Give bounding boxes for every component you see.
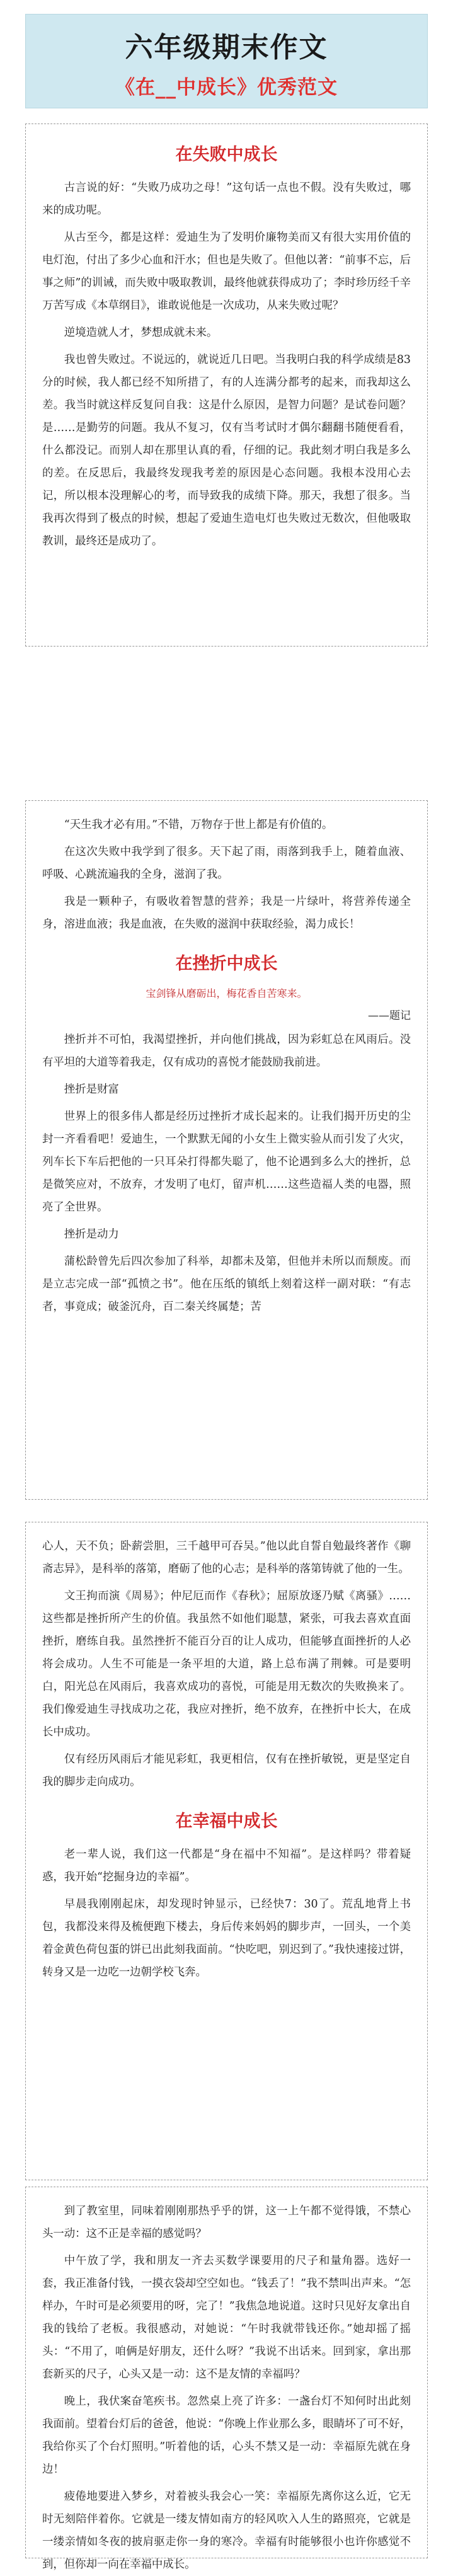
title-banner [25, 14, 428, 108]
essay-card-happiness [25, 1522, 428, 2180]
section-title-failure: 在失败中成长 [175, 145, 278, 164]
paragraph: 在这次失败中我学到了很多。天下起了雨，雨落到我手上，随着血液、呼吸、心跳流遍我的全身，滋润了我。 [42, 846, 411, 881]
section-title-happiness: 在幸福中成长 [175, 1812, 278, 1831]
paragraph: 我也曾失败过。不说远的，就说近几日吧。当我明白我的科学成绩是83分的时候，我人都已经不知所措了，有的人连满分都考的起来，而我却这么差。我当时就这样反复问自我：这是什么原因，是智力问题？是试卷问题？是……是勤劳的问题。我从不复习，仅有当考试时才偶尔翻翻书随便看看，什么都没记。而别人却在那里认真的看，仔细的记。我此刻才明白我是多么的差。在反思后，我最终发现我考差的原因是心态问题。我根本没用心去记，所以根本没理解心的考，而导致我的成绩下降。那天，我想了很多。当我再次得到了极点的时候，想起了爱迪生造电灯也失败过无数次，但他吸取教训，最终还是成功了。 [42, 354, 411, 548]
paragraph: 心人，天不负；卧薪尝胆，三千越甲可吞吴。”他以此自誓自勉最终著作《聊斋志异》，是科举的落第，磨砺了他的心志；是科举的落第铸就了他的一生。 [42, 1540, 411, 1575]
epigraph-signature: ——题记 [368, 1009, 411, 1022]
paragraph: 到了教室里，同味着刚刚那热乎乎的饼，这一上午都不觉得饿，不禁心头一动：这不正是幸福的感觉吗？ [42, 2205, 411, 2240]
subheading-wealth: 挫折是财富 [64, 1083, 119, 1096]
paragraph: 挫折并不可怕，我渴望挫折，并向他们挑战，因为彩虹总在风雨后。没有平坦的大道等着我走，仅有成功的喜悦才能鼓励我前进。 [42, 1033, 411, 1069]
subheading-motivation: 挫折是动力 [64, 1228, 119, 1241]
section-title-setback: 在挫折中成长 [175, 954, 278, 974]
page-subtitle: 《在__中成长》优秀范文 [115, 76, 338, 99]
paragraph: 早晨我刚刚起床，却发现时钟显示，已经快7：30了。荒乱地背上书包，我都没来得及梳便跑下楼去，身后传来妈妈的脚步声，一回头，一个美着金黄色荷包蛋的饼已出此刻我面前。“快吃吧，别迟到了。”我快速接过饼，转身又是一边吃一边朝学校飞奔。 [42, 1898, 411, 1979]
paragraph: 逆境造就人才，梦想成就未来。 [64, 326, 218, 339]
page-title: 六年级期末作文 [125, 32, 328, 64]
paragraph: 仅有经历风雨后才能见彩虹，我更相信，仅有在挫折敏锐，更是坚定自我的脚步走向成功。 [42, 1753, 411, 1788]
paragraph: 从古至今，都是这样：爱迪生为了发明价廉物美而又有很大实用价值的电灯泡，付出了多少心血和汗水；但也是失败了。但他以著：“前事不忘，后事之师”的训诫，而失败中吸取教训，最终他就获得成功了；李时珍历经千辛万苦写成《本草纲目》，谁敢说他是一次成功，从来失败过呢？ [42, 231, 411, 312]
paragraph: 老一辈人说，我们这一代都是“身在福中不知福”。是这样吗？带着疑惑，我开始“挖掘身边的幸福”。 [42, 1848, 411, 1883]
paragraph: 我是一颗种子，有吸收着智慧的营养；我是一片绿叶，将营养传递全身，溶进血液；我是血液，在失败的滋润中获取经验，渴力成长！ [42, 895, 411, 931]
paragraph: 世界上的很多伟人都是经历过挫折才成长起来的。让我们揭开历史的尘封一齐看看吧！爱迪生，一个默默无闻的小女生上微实验从而引发了火灾，列车长下车后把他的一只耳朵打得都失聪了，他不论遇到多么大的挫折，总是微笑应对，不放弃，才发明了电灯，留声机……这些造福人类的电器，照亮了全世界。 [42, 1110, 411, 1214]
paragraph: 晚上，我伏案奋笔疾书。忽然桌上亮了许多：一盏台灯不知何时出此刻我面前。望着台灯后的爸爸，他说：“你晚上作业那么多，眼睛坏了可不好，我给你买了个台灯照明。”听着他的话，心头不禁又是一动：幸福原先就在身边！ [42, 2395, 411, 2476]
paragraph: 蒲松龄曾先后四次参加了科举，却都未及第，但他并未所以而颓废。而是立志完成一部“孤愤之书”。他在压纸的镇纸上刻着这样一副对联：“有志者，事竟成；破釜沉舟，百二秦关终属楚；苦 [42, 1255, 411, 1313]
essay-card-setback [25, 800, 428, 1500]
paragraph: “天生我才必有用。”不错，万物存于世上都是有价值的。 [64, 819, 333, 831]
paragraph: 疲倦地要进入梦乡，对着被头我会心一笑：幸福原先离你这么近，它无时无刻陪伴着你。它就是一缕友情如南方的轻风吹入人生的路照亮，它就是一缕亲情如冬夜的披肩驱走你一身的寒冷。幸福有时能够很小也许你感觉不到，但你却一向在幸福中成长。 [42, 2490, 411, 2571]
paragraph: 古言说的好：“失败乃成功之母！”这句话一点也不假。没有失败过，哪来的成功呢。 [42, 181, 411, 217]
essay-card-failure [25, 124, 428, 647]
epigraph: 宝剑锋从磨砺出，梅花香自苦寒来。 [146, 987, 307, 999]
paragraph: 中午放了学，我和朋友一齐去买数学课要用的尺子和量角器。选好一套，我正准备付钱，一摸衣袋却空空如也。“钱丢了！”我不禁叫出声来。“怎样办，午时可是必须要用的呀，完了！”我焦急地说道。这时只见好友拿出自我的钱给了老板。我很感动，对她说：“午时我就带钱还你。”她却摇了摇头：“不用了，咱俩是好朋友，还什么呀？”我说不出话来。回到家，拿出那套新买的尺子，心头又是一动：这不是友情的幸福吗？ [42, 2255, 411, 2381]
essay-card-happiness-continued [25, 2187, 428, 2571]
paragraph: 文王拘而演《周易》；仲尼厄而作《春秋》；屈原放逐乃赋《离骚》……这些都是挫折所产生的价值。我虽然不如他们聪慧，紧张，可我去喜欢直面挫折，磨练自我。虽然挫折不能百分百的让人成功，但能够直面挫折的人必将会成功。人生不可能是一条平坦的大道，路上总布满了荆棘。可是要明白，阳光总在风雨后，我喜欢成功的喜悦，可能是用无数次的失败换来了。我们像爱迪生寻找成功之花，我应对挫折，绝不放弃，在挫折中长大，在成长中成功。 [42, 1590, 411, 1739]
